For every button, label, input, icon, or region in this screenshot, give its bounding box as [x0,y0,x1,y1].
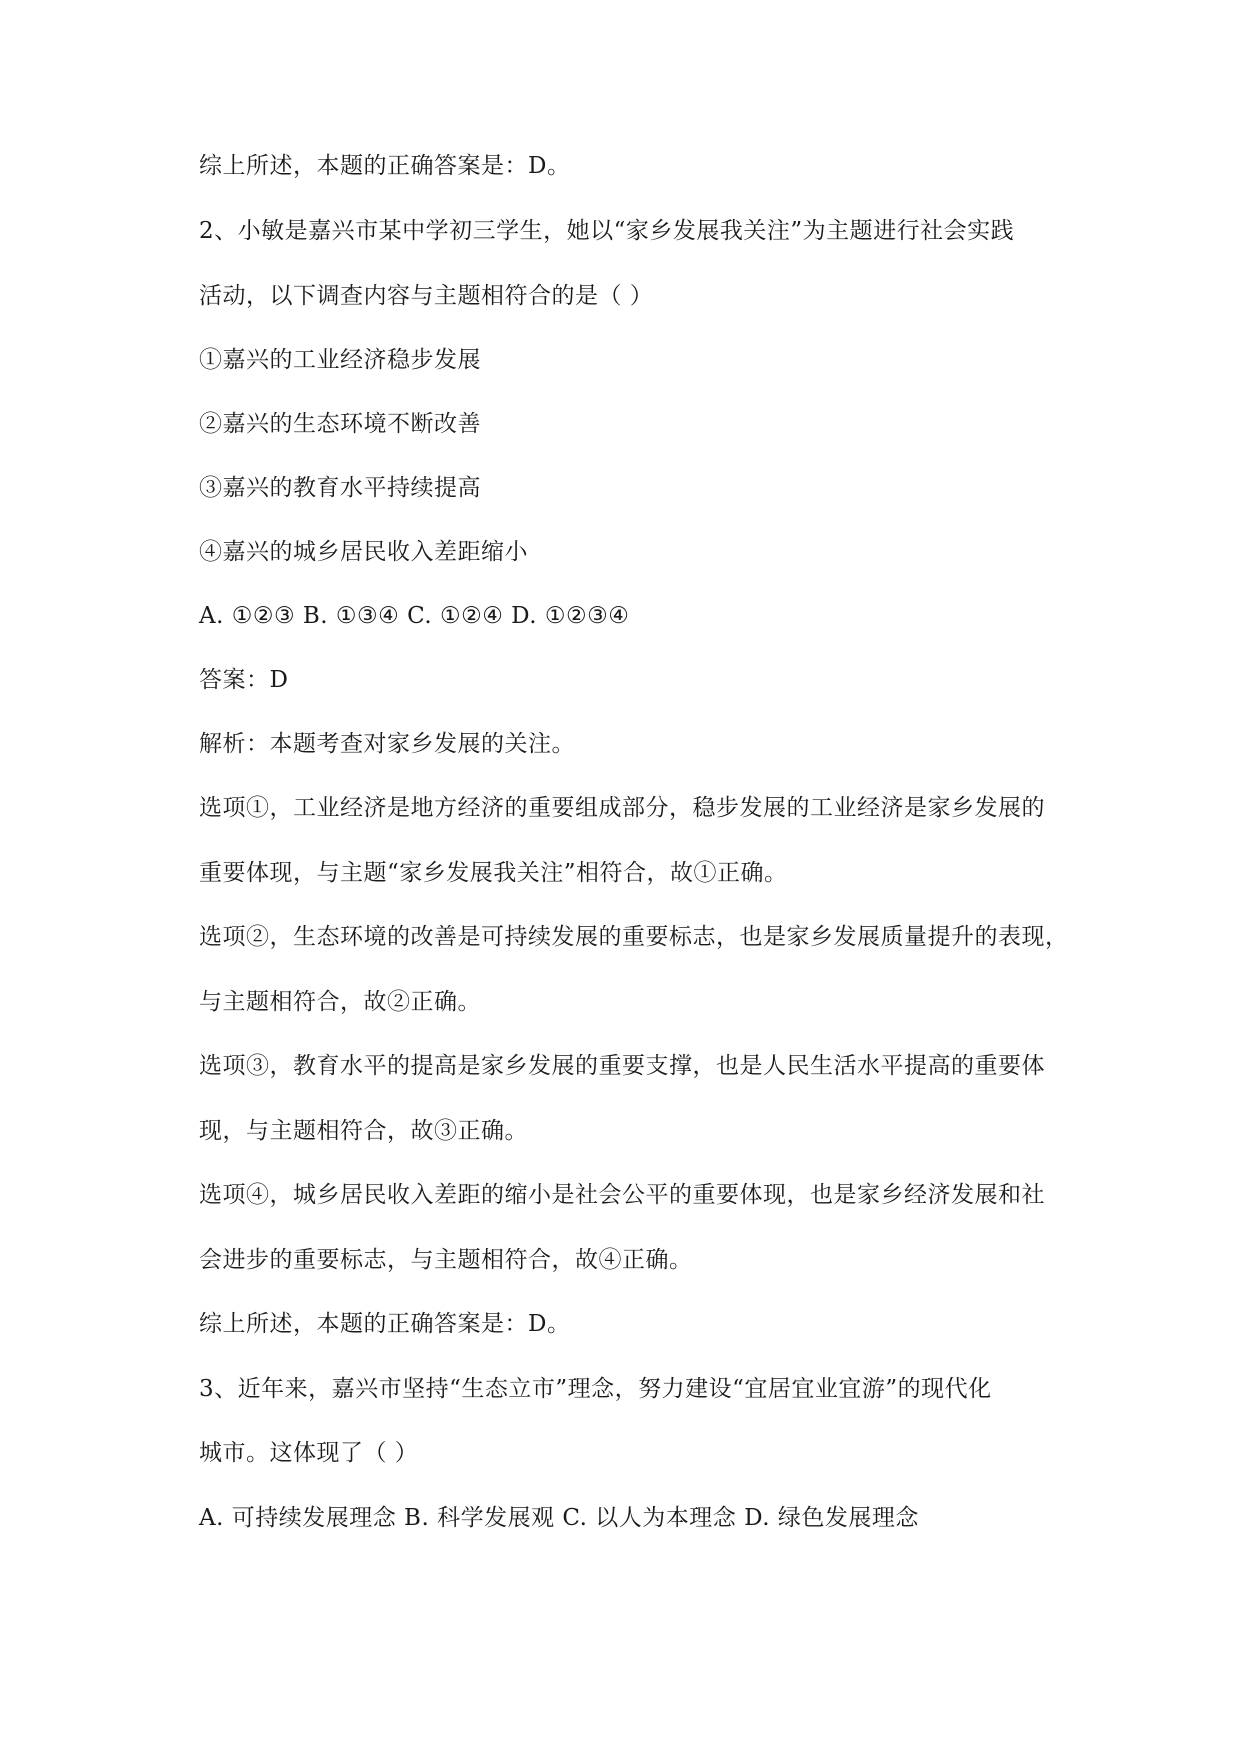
question-2-answer: 答案：D [199,667,289,693]
analysis-option-4-line-1: 选项④，城乡居民收入差距的缩小是社会公平的重要体现，也是家乡经济发展和社 [199,1182,1045,1208]
analysis-option-2-line-2: 与主题相符合，故②正确。 [199,989,481,1015]
question-2-item-2: ②嘉兴的生态环境不断改善 [199,411,481,437]
summary-line-q1: 综上所述，本题的正确答案是：D。 [199,153,571,179]
analysis-option-4-line-2: 会进步的重要标志，与主题相符合，故④正确。 [199,1247,693,1273]
question-2-stem-line-1: 2、小敏是嘉兴市某中学初三学生，她以“家乡发展我关注”为主题进行社会实践 [199,218,1015,244]
question-3-options: A. 可持续发展理念 B. 科学发展观 C. 以人为本理念 D. 绿色发展理念 [199,1505,919,1531]
question-2-stem-line-2: 活动，以下调查内容与主题相符合的是（ ） [199,283,654,309]
question-2-item-3: ③嘉兴的教育水平持续提高 [199,475,481,501]
analysis-option-3-line-1: 选项③，教育水平的提高是家乡发展的重要支撑，也是人民生活水平提高的重要体 [199,1053,1045,1079]
question-2-analysis-intro: 解析：本题考查对家乡发展的关注。 [199,731,575,757]
question-3-stem-line-2: 城市。这体现了（ ） [199,1440,419,1466]
summary-line-q2: 综上所述，本题的正确答案是：D。 [199,1311,571,1337]
question-2-item-1: ①嘉兴的工业经济稳步发展 [199,347,481,373]
analysis-option-1-line-2: 重要体现，与主题“家乡发展我关注”相符合，故①正确。 [199,860,788,886]
question-3-stem-line-1: 3、近年来，嘉兴市坚持“生态立市”理念，努力建设“宜居宜业宜游”的现代化 [199,1376,992,1402]
question-2-options: A. ①②③ B. ①③④ C. ①②④ D. ①②③④ [199,603,630,629]
analysis-option-2-line-1: 选项②，生态环境的改善是可持续发展的重要标志，也是家乡发展质量提升的表现， [199,924,1069,950]
question-2-item-4: ④嘉兴的城乡居民收入差距缩小 [199,539,528,565]
analysis-option-1-line-1: 选项①，工业经济是地方经济的重要组成部分，稳步发展的工业经济是家乡发展的 [199,795,1045,821]
analysis-option-3-line-2: 现，与主题相符合，故③正确。 [199,1118,528,1144]
